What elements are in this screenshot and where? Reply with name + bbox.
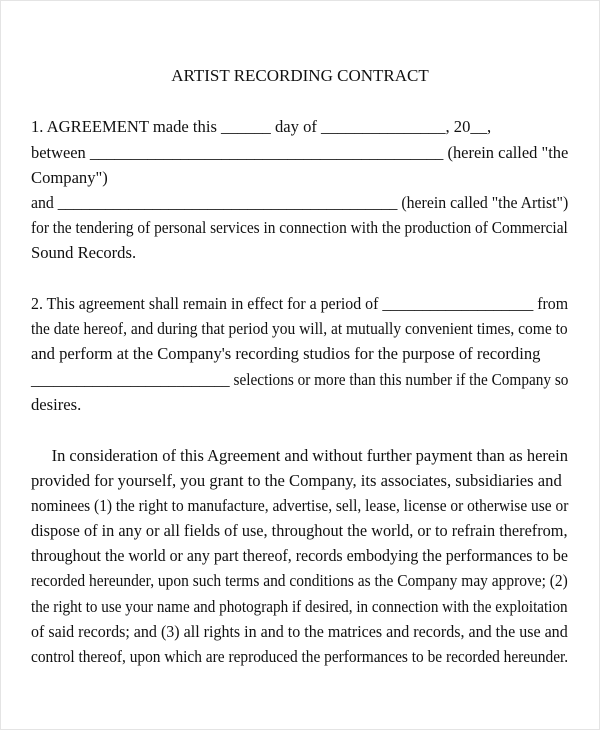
paragraph-3-line-2: provided for yourself, you grant to the Company, its associates, subsidiaries and xyxy=(31,471,562,490)
paragraph-1-line-4: and ___________________________________________ (herein called "the Artist") xyxy=(31,193,569,212)
paragraph-1-line-5: for the tendering of personal services in connection with the production of Commercial xyxy=(31,218,568,237)
paragraph-3-line-1: In consideration of this Agreement and without further payment than as herein xyxy=(31,446,568,465)
paragraph-2-line-1: 2. This agreement shall remain in effect for a period of ___________________ from xyxy=(31,294,569,313)
paragraph-3-line-8: of said records; and (3) all rights in and to the matrices and records, and the use and xyxy=(31,622,568,641)
paragraph-3-line-4: dispose of in any or all fields of use, throughout the world, or to refrain therefrom, xyxy=(31,521,568,540)
paragraph-3-line-5: throughout the world or any part thereof, records embodying the performances to be xyxy=(31,546,568,565)
paragraph-2-line-3: and perform at the Company's recording studios for the purpose of recording xyxy=(31,344,541,363)
paragraph-3-line-9: control thereof, upon which are reproduced the performances to be recorded hereunder. xyxy=(31,647,569,666)
paragraph-1-line-6: Sound Records. xyxy=(31,243,137,262)
paragraph-2-line-2: the date hereof, and during that period you will, at mutually convenient times, come to xyxy=(31,319,568,338)
paragraph-3-line-3: nominees (1) the right to manufacture, advertise, sell, lease, license or otherwise use or xyxy=(31,496,569,515)
paragraph-3-line-7: the right to use your name and photograph if desired, in connection with the exploitation xyxy=(31,597,568,616)
paragraph-2-line-5: desires. xyxy=(31,395,82,414)
paragraph-1-line-1: 1. AGREEMENT made this ______ day of _______________, 20__, xyxy=(31,117,492,136)
paragraph-3-line-6: recorded hereunder, upon such terms and conditions as the Company may approve; (2) xyxy=(31,571,568,590)
paragraph-2-line-4: __________________________ selections or more than this number if the Company so xyxy=(31,370,569,389)
paragraph-1-line-3: Company") xyxy=(31,168,108,187)
document-title: ARTIST RECORDING CONTRACT xyxy=(171,66,429,85)
paragraph-1-line-2: between ___________________________________________ (herein called "the xyxy=(31,143,569,162)
